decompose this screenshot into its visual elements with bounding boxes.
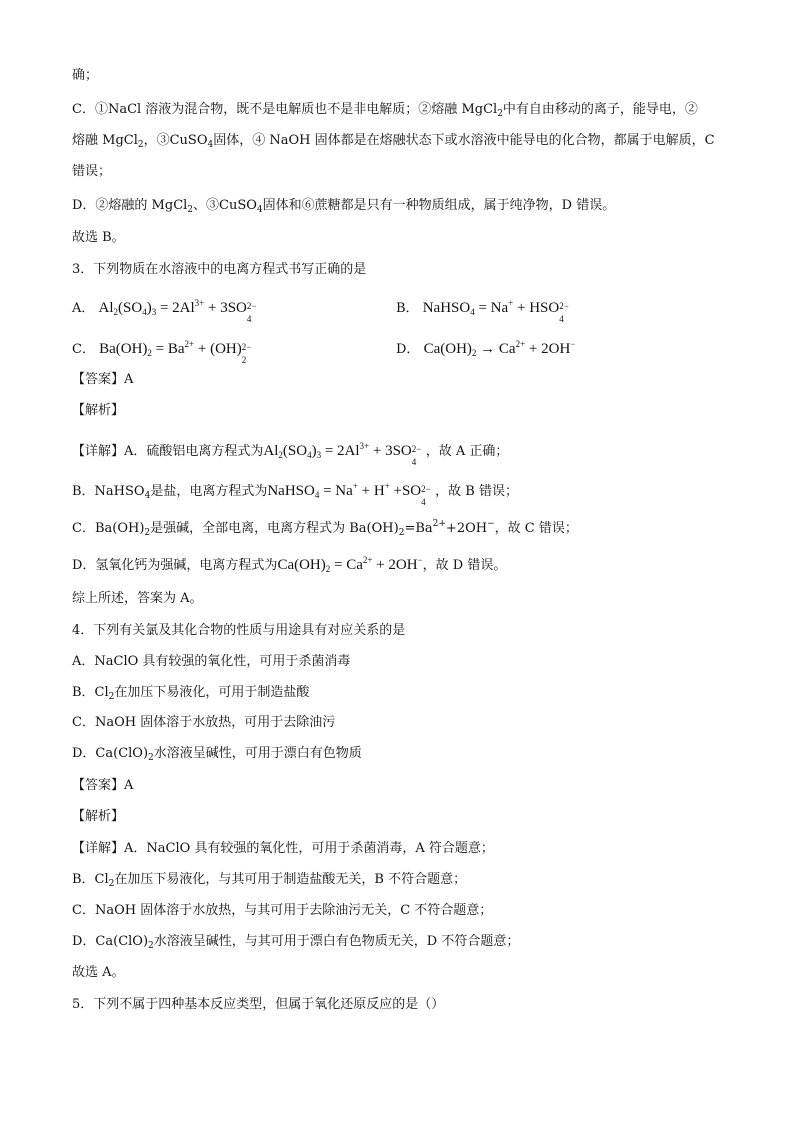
q3-analysis-heading: 【解析】 — [72, 403, 125, 418]
prev-option-c-line3: 错误； — [72, 164, 112, 179]
q3-option-d-equation: $Ca(OH)_2 \to Ca^{2+} + 2OH^-$ — [423, 339, 576, 358]
q3-stem: 3．下列物质在水溶液中的电离方程式书写正确的是 — [72, 262, 367, 277]
q3-detail-d-equation: $Ca(OH)_2 = Ca^{2+} + 2OH^-$ — [277, 555, 423, 574]
q3-option-a-equation: $Al_2(SO_4)_3 = 2Al^{3+} + 3SO$ 2− 4 — [98, 298, 257, 324]
q3-option-c: C． $Ba(OH)_2 = Ba^{2+} + (OH)$ 2− 2 — [72, 334, 256, 363]
q4-stem: 4．下列有关氯及其化合物的性质与用途具有对应关系的是 — [72, 623, 406, 638]
q3-summary: 综上所述，答案为 A。 — [72, 591, 203, 606]
q3-detail-b: B．NaHSO$_4$是盐，电离方程式为NaHSO$_4$ = Na+ + H+ +SO 2− 4 ，故 B 错误； — [72, 481, 518, 507]
prev-option-c-line2: 熔融 MgCl$_2$，③CuSO$_4$固体，④ NaOH 固体都是在熔融状态下或水溶液中能导电的化合物，都属于电解质，C — [72, 133, 715, 150]
q5-stem: 5．下列不属于四种基本反应类型，但属于氧化还原反应的是（） — [72, 997, 445, 1012]
q4-option-d: D．$Ca(ClO)_2$水溶液呈碱性，可用于漂白有色物质 — [72, 746, 362, 763]
q4-option-a: A．NaClO 具有较强的氧化性，可用于杀菌消毒 — [72, 654, 351, 669]
q3-detail-b-equation: NaHSO$_4$ = Na+ + H+ +SO 2− 4 — [267, 481, 431, 507]
q3-detail-a-equation: $Al_2(SO_4)_3 = 2Al^{3+} + 3SO$ 2− 4 — [263, 441, 422, 467]
q3-option-c-equation: $Ba(OH)_2 = Ba^{2+} + (OH)$ 2− 2 — [99, 339, 252, 365]
q4-detail-b: B．$Cl_2$在加压下易液化，与其可用于制造盐酸无关，B 不符合题意； — [72, 872, 467, 889]
q4-answer: 【答案】A — [72, 778, 134, 793]
prev-option-d: D．②熔融的 MgCl$_2$、③CuSO$_4$固体和⑥蔗糖都是只有一种物质组成，属于纯净物，D 错误。 — [72, 198, 616, 215]
q4-detail-a: 【详解】A．NaClO 具有较强的氧化性，可用于杀菌消毒，A 符合题意； — [72, 841, 494, 856]
q3-option-a: A． $Al_2(SO_4)_3 = 2Al^{3+} + 3SO$ 2− 4 — [72, 293, 261, 322]
prev-tail: 确； — [72, 68, 99, 83]
q3-answer: 【答案】A — [72, 372, 134, 387]
q4-detail-c: C．NaOH 固体溶于水放热，与其可用于去除油污无关，C 不符合题意； — [72, 903, 493, 918]
prev-option-c-line1: C．①NaCl 溶液为混合物，既不是电解质也不是非电解质；②熔融 MgCl$_2$中有自由移动的离子，能导电，② — [72, 102, 698, 119]
prev-conclusion: 故选 B。 — [72, 230, 125, 245]
q4-option-c: C．NaOH 固体溶于水放热，可用于去除油污 — [72, 715, 336, 730]
q3-detail-d: D．氢氧化钙为强碱，电离方程式为$Ca(OH)_2 = Ca^{2+} + 2OH^-$，故 D 错误。 — [72, 555, 507, 574]
q3-option-b: B． NaHSO$_4$ = Na+ + HSO 2− 4 — [396, 293, 573, 322]
q3-detail-c: C．$Ba(OH)_2$是强碱，全部电离，电离方程式为 $Ba(OH)_2=Ba^{2+}+2OH^-$，故 C 错误； — [72, 519, 578, 538]
q3-option-b-equation: NaHSO$_4$ = Na+ + HSO 2− 4 — [422, 298, 569, 324]
q4-detail-d: D．$Ca(ClO)_2$水溶液呈碱性，与其可用于漂白有色物质无关，D 不符合题意； — [72, 934, 520, 951]
q4-analysis-heading: 【解析】 — [72, 809, 125, 824]
q3-detail-a: 【详解】A．硫酸铝电离方程式为$Al_2(SO_4)_3 = 2Al^{3+} + 3SO$ 2− 4 ，故 A 正确； — [72, 441, 509, 467]
q3-option-d: D． $Ca(OH)_2 \to Ca^{2+} + 2OH^-$ — [396, 339, 576, 358]
q4-conclusion: 故选 A。 — [72, 965, 125, 980]
q4-option-b: B．$Cl_2$在加压下易液化，可用于制造盐酸 — [72, 685, 310, 702]
